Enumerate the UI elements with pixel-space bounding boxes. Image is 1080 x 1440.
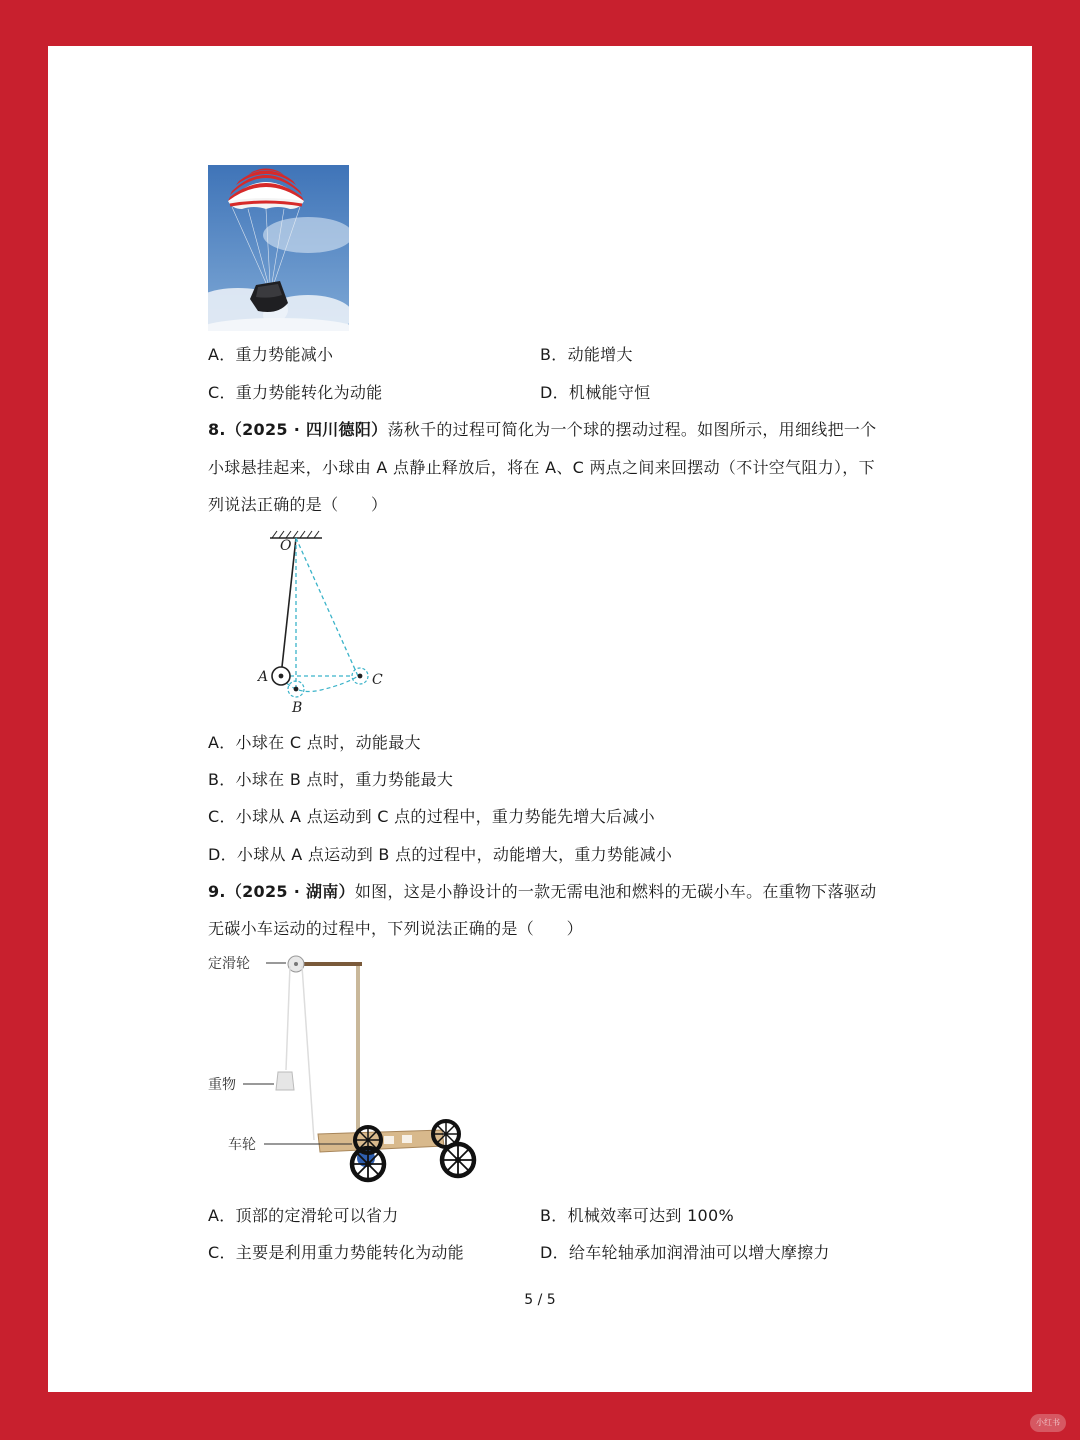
label-weight: 重物 (208, 1077, 236, 1093)
q8-stem-line1 (208, 420, 876, 440)
q9-number: 9. (208, 882, 226, 901)
q9-stem-line2: 无碳小车运动的过程中，下列说法正确的是（ ） (208, 919, 583, 938)
watermark: 小红书 (1030, 1414, 1066, 1432)
weight (276, 1072, 294, 1090)
q7-option-c: C．重力势能转化为动能 (208, 383, 383, 402)
q8-number: 8. (208, 420, 226, 439)
wheel-front-right (442, 1144, 474, 1176)
q7-option-a: A．重力势能减小 (208, 345, 334, 364)
q8-stem-line3: 列说法正确的是（ ） (208, 495, 388, 514)
page-number: 5 / 5 (524, 1292, 556, 1308)
q8-option-d: D．小球从 A 点运动到 B 点的过程中，动能增大，重力势能减小 (208, 845, 673, 864)
document-page (48, 46, 1032, 1392)
swing-arc (282, 676, 358, 692)
q9-option-b: B．机械效率可达到 100% (540, 1206, 735, 1225)
q9-option-d: D．给车轮轴承加润滑油可以增大摩擦力 (540, 1243, 830, 1262)
label-b: B (292, 700, 303, 716)
axle-string (302, 966, 314, 1140)
label-pulley: 定滑轮 (208, 956, 250, 972)
q8-option-b: B．小球在 B 点时，重力势能最大 (208, 770, 454, 789)
q8-source: （2025 · 四川德阳） (225, 420, 388, 439)
label-o: O (280, 538, 292, 554)
label-wheel: 车轮 (228, 1137, 256, 1153)
label-c: C (372, 672, 383, 688)
q9-stem-text: 如图，这是小静设计的一款无需电池和燃料的无碳小车。在重物下落驱动 (354, 882, 877, 901)
q7-option-d: D．机械能守恒 (540, 383, 651, 402)
string-a (281, 538, 296, 676)
weight-string (286, 966, 290, 1070)
string-c-dashed (296, 538, 358, 676)
label-a: A (258, 669, 269, 685)
carbon-free-car-diagram (206, 950, 486, 1190)
q7-option-b: B．动能增大 (540, 345, 633, 364)
ceiling-hatch (272, 531, 319, 538)
wheel-front-left (352, 1148, 384, 1180)
q8-option-c: C．小球从 A 点运动到 C 点的过程中，重力势能先增大后减小 (208, 807, 655, 826)
q8-option-a: A．小球在 C 点时，动能最大 (208, 733, 421, 752)
parachute-photo (208, 165, 349, 331)
mast (356, 964, 360, 1144)
pendulum-diagram (206, 526, 396, 716)
q9-stem-line1 (208, 882, 876, 902)
q9-option-c: C．主要是利用重力势能转化为动能 (208, 1243, 464, 1262)
q9-source: （2025 · 湖南） (225, 882, 355, 901)
q8-stem-text: 荡秋千的过程可简化为一个球的摆动过程。如图所示，用细线把一个 (387, 420, 877, 439)
q9-option-a: A．顶部的定滑轮可以省力 (208, 1206, 399, 1225)
q8-stem-line2: 小球悬挂起来，小球由 A 点静止释放后，将在 A、C 两点之间来回摆动（不计空气阻力），下 (208, 458, 875, 477)
top-arm (296, 962, 362, 966)
